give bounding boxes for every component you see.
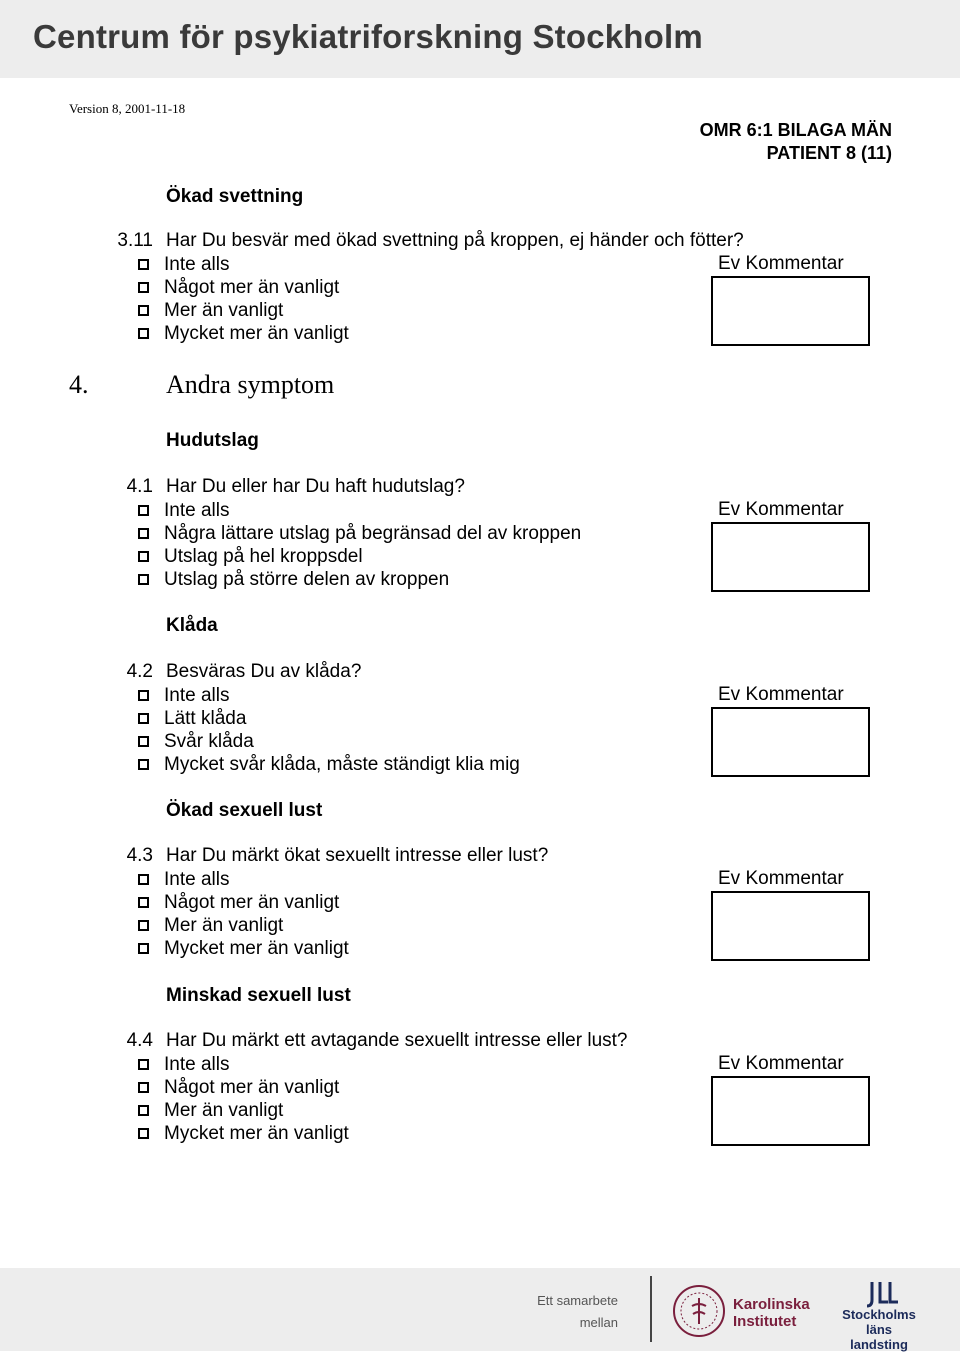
answer-option[interactable] (138, 499, 229, 522)
comment-box[interactable] (711, 522, 870, 592)
checkbox-icon[interactable] (138, 1082, 149, 1093)
karolinska-logo-text (733, 1296, 810, 1330)
question-heading: Hudutslag (166, 430, 259, 451)
footer-banner (0, 1268, 960, 1351)
question-heading: Ökad svettning (166, 186, 304, 207)
answer-option-label: Något mer än vanligt (164, 276, 340, 298)
checkbox-icon[interactable] (138, 505, 149, 516)
comment-label: Ev Kommentar (718, 684, 844, 705)
answer-option[interactable] (138, 684, 229, 707)
footer-collaboration-text (520, 1290, 618, 1334)
checkbox-icon[interactable] (138, 574, 149, 585)
comment-box[interactable] (711, 891, 870, 961)
checkbox-icon[interactable] (138, 528, 149, 539)
question-number: 4.3 (126, 845, 153, 866)
sll-line2: landsting (850, 1337, 908, 1352)
answer-option-label: Mer än vanligt (164, 1099, 284, 1121)
checkbox-icon[interactable] (138, 943, 149, 954)
answer-option[interactable] (138, 568, 449, 591)
answer-option[interactable] (138, 1076, 339, 1099)
comment-label: Ev Kommentar (718, 868, 844, 889)
checkbox-icon[interactable] (138, 713, 149, 724)
sll-logo-mark (866, 1280, 900, 1310)
answer-option-label: Inte alls (164, 253, 230, 275)
answer-option[interactable] (138, 753, 520, 776)
checkbox-icon[interactable] (138, 1105, 149, 1116)
section-title: Andra symptom (166, 370, 335, 399)
question-number: 4.4 (126, 1030, 153, 1051)
answer-option-label: Inte alls (164, 868, 230, 890)
footer-collab-line2: mellan (579, 1315, 618, 1330)
question-number: 4.2 (126, 661, 153, 682)
answer-option-label: Något mer än vanligt (164, 1076, 340, 1098)
checkbox-icon[interactable] (138, 328, 149, 339)
document-code-line1: OMR 6:1 BILAGA MÄN (699, 120, 892, 140)
comment-box[interactable] (711, 1076, 870, 1146)
checkbox-icon[interactable] (138, 920, 149, 931)
answer-option[interactable] (138, 276, 339, 299)
checkbox-icon[interactable] (138, 1059, 149, 1070)
answer-option[interactable] (138, 914, 283, 937)
answer-option-label: Svår klåda (164, 730, 254, 752)
header-banner (0, 0, 960, 78)
comment-label: Ev Kommentar (718, 253, 844, 274)
question-heading: Ökad sexuell lust (166, 800, 323, 821)
answer-option-label: Mycket mer än vanligt (164, 937, 349, 959)
comment-box[interactable] (711, 276, 870, 346)
answer-option[interactable] (138, 299, 283, 322)
ki-line1: Karolinska (733, 1296, 810, 1313)
answer-option-label: Inte alls (164, 499, 230, 521)
answer-option[interactable] (138, 891, 339, 914)
answer-option-label: Utslag på hel kroppsdel (164, 545, 363, 567)
answer-option[interactable] (138, 1053, 229, 1076)
question-text: Har Du besvär med ökad svettning på kroppen, ej händer och fötter? (166, 230, 744, 251)
question-text: Har Du eller har Du haft hudutslag? (166, 476, 465, 497)
checkbox-icon[interactable] (138, 1128, 149, 1139)
question-heading: Klåda (166, 615, 218, 636)
checkbox-icon[interactable] (138, 282, 149, 293)
checkbox-icon[interactable] (138, 690, 149, 701)
answer-option-label: Mycket svår klåda, måste ständigt klia mig (164, 753, 520, 775)
question-number: 3.11 (117, 230, 153, 251)
answer-option-label: Inte alls (164, 684, 230, 706)
sll-logo-text (828, 1307, 930, 1352)
document-code-line2: PATIENT 8 (11) (766, 143, 892, 163)
answer-option[interactable] (138, 937, 349, 960)
checkbox-icon[interactable] (138, 736, 149, 747)
karolinska-seal-logo (672, 1284, 726, 1338)
answer-option-label: Mycket mer än vanligt (164, 322, 349, 344)
checkbox-icon[interactable] (138, 897, 149, 908)
checkbox-icon[interactable] (138, 551, 149, 562)
version-label: Version 8, 2001-11-18 (69, 101, 186, 116)
answer-option[interactable] (138, 868, 229, 891)
answer-option-label: Lätt klåda (164, 707, 247, 729)
answer-option-label: Mycket mer än vanligt (164, 1122, 349, 1144)
question-number: 4.1 (126, 476, 153, 497)
answer-option-label: Några lättare utslag på begränsad del av kroppen (164, 522, 582, 544)
footer-divider (650, 1276, 652, 1342)
checkbox-icon[interactable] (138, 305, 149, 316)
question-text: Har Du märkt ökat sexuellt intresse eller lust? (166, 845, 549, 866)
answer-option-label: Något mer än vanligt (164, 891, 340, 913)
question-heading: Minskad sexuell lust (166, 985, 351, 1006)
answer-option[interactable] (138, 707, 246, 730)
question-text: Besväras Du av klåda? (166, 661, 362, 682)
document-code (700, 119, 892, 165)
checkbox-icon[interactable] (138, 874, 149, 885)
answer-option-label: Utslag på större delen av kroppen (164, 568, 450, 590)
section-number: 4. (69, 370, 89, 399)
comment-label: Ev Kommentar (718, 1053, 844, 1074)
answer-option[interactable] (138, 730, 254, 753)
page-title: Centrum för psykiatriforskning Stockholm (33, 18, 703, 55)
comment-label: Ev Kommentar (718, 499, 844, 520)
footer-collab-line1: Ett samarbete (537, 1293, 618, 1308)
question-text: Har Du märkt ett avtagande sexuellt intresse eller lust? (166, 1030, 628, 1051)
ki-line2: Institutet (733, 1313, 797, 1330)
answer-option[interactable] (138, 545, 363, 568)
answer-option[interactable] (138, 1122, 349, 1145)
answer-option-label: Inte alls (164, 1053, 230, 1075)
answer-option-label: Mer än vanligt (164, 914, 284, 936)
comment-box[interactable] (711, 707, 870, 777)
checkbox-icon[interactable] (138, 759, 149, 770)
checkbox-icon[interactable] (138, 259, 149, 270)
answer-option[interactable] (138, 1099, 283, 1122)
answer-option-label: Mer än vanligt (164, 299, 284, 321)
answer-option[interactable] (138, 253, 229, 276)
sll-line1: Stockholms läns (842, 1307, 916, 1337)
answer-option[interactable] (138, 522, 581, 545)
answer-option[interactable] (138, 322, 349, 345)
